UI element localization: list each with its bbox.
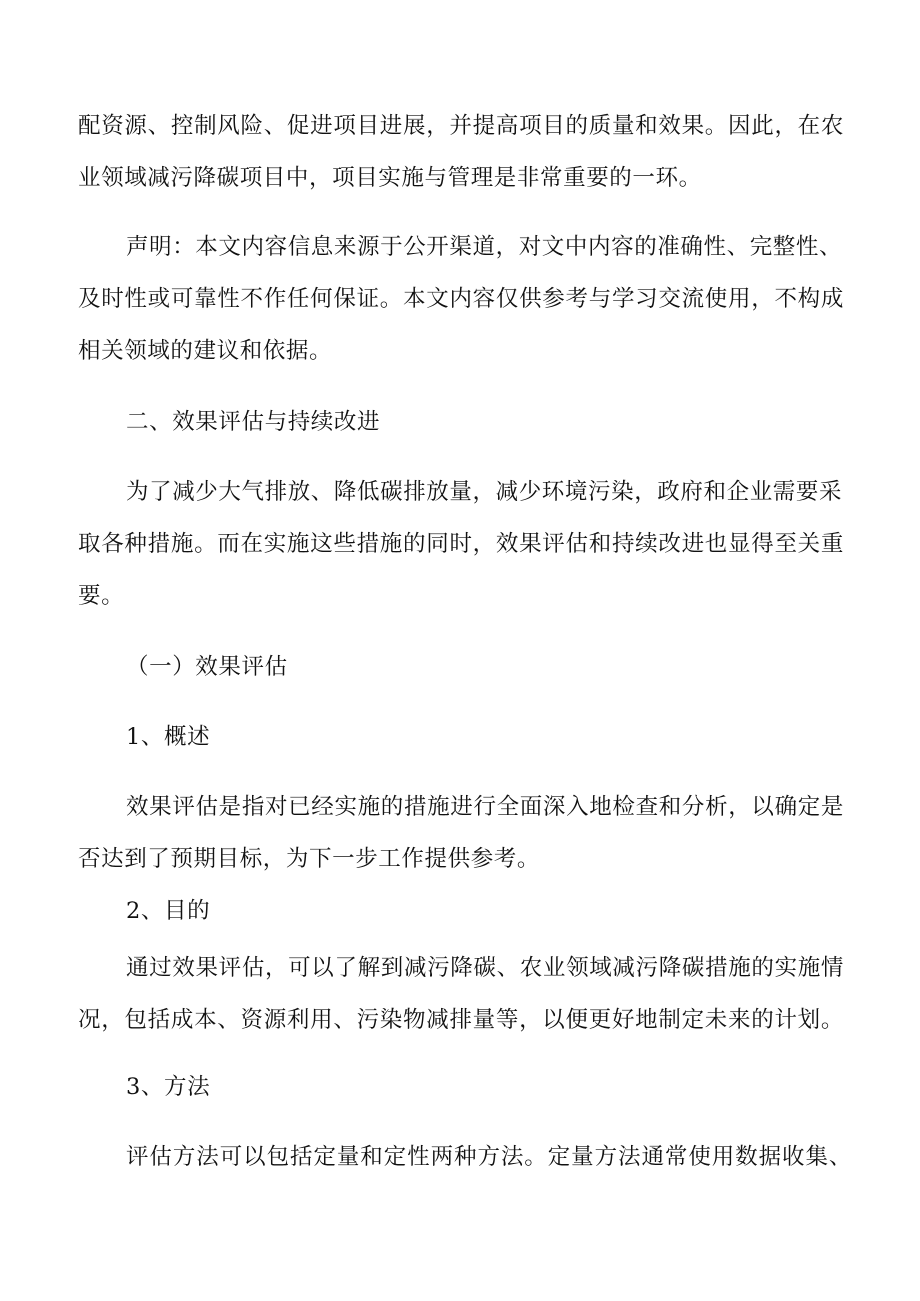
subsection-heading: （一）效果评估 [126, 654, 288, 680]
disclaimer-line: 及时性或可靠性不作任何保证。本文内容仅供参考与学习交流使用，不构成 [78, 286, 844, 312]
disclaimer-line: 声明：本文内容信息来源于公开渠道，对文中内容的准确性、完整性、 [126, 234, 843, 260]
paragraph-line: 通过效果评估，可以了解到减污降碳、农业领域减污降碳措施的实施情 [126, 955, 844, 981]
item-heading: 1、概述 [126, 724, 211, 750]
paragraph-line: 为了减少大气排放、降低碳排放量，减少环境污染，政府和企业需要采 [126, 479, 843, 505]
paragraph-line: 评估方法可以包括定量和定性两种方法。定量方法通常使用数据收集、 [126, 1144, 852, 1170]
paragraph-line: 否达到了预期目标，为下一步工作提供参考。 [78, 846, 541, 872]
item-heading: 2、目的 [126, 898, 211, 924]
item-heading: 3、方法 [126, 1074, 211, 1100]
paragraph-line: 取各种措施。而在实施这些措施的同时，效果评估和持续改进也显得至关重 [78, 531, 844, 557]
paragraph-line: 效果评估是指对已经实施的措施进行全面深入地检查和分析，以确定是 [126, 794, 844, 820]
paragraph-line: 要。 [78, 583, 125, 609]
paragraph-line: 况，包括成本、资源利用、污染物减排量等，以便更好地制定未来的计划。 [78, 1007, 844, 1033]
section-heading: 二、效果评估与持续改进 [126, 409, 381, 435]
paragraph-line: 业领域减污降碳项目中，项目实施与管理是非常重要的一环。 [78, 165, 702, 191]
paragraph-line: 配资源、控制风险、促进项目进展，并提高项目的质量和效果。因此，在农 [78, 113, 844, 139]
disclaimer-line: 相关领域的建议和依据。 [78, 338, 333, 364]
